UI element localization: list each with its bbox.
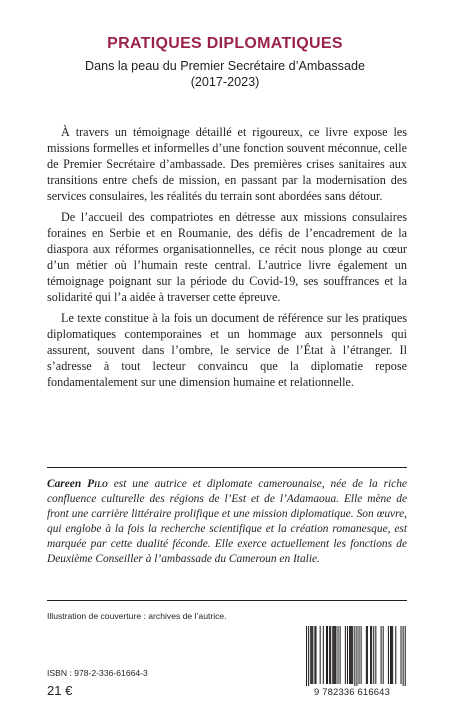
barcode-bar	[320, 626, 321, 684]
barcode-bar	[392, 626, 393, 684]
barcode-bar	[323, 626, 324, 684]
barcode-bar	[327, 626, 328, 684]
barcode-bar	[381, 626, 382, 684]
barcode-bar	[367, 626, 368, 684]
book-dates: (2017-2023)	[190, 75, 260, 89]
barcode-bar	[345, 626, 346, 684]
barcode-bar	[338, 626, 339, 684]
barcode-bar	[314, 626, 315, 684]
cover-credit: Illustration de couverture : archives de l’autrice.	[47, 611, 227, 621]
barcode-bar	[356, 626, 357, 686]
barcode-bar	[347, 626, 348, 684]
barcode-bar	[333, 626, 334, 684]
blurb-paragraph-2: De l’accueil des compatriotes en détresse aux missions consulaires foraines en Serbie et en Roumanie, des défis de l’encadrement de la diaspora aux réformes organisationnelles, ce récit nous plonge au cœur d’un métier où l’humain reste central. L’autrice livre également un témoignage poignant sur la période du Covid-19, ses souffrances et la solidarité qui l’a aidée à traverser cette épreuve.	[47, 210, 407, 304]
barcode-bar	[340, 626, 341, 684]
barcode-bar	[371, 626, 372, 684]
barcode-bar	[388, 626, 389, 684]
isbn: ISBN : 978-2-336-61664-3	[47, 668, 148, 678]
barcode-bar	[350, 626, 351, 684]
barcode-bar	[308, 626, 309, 686]
barcode-bar	[390, 626, 391, 684]
barcode-bar	[332, 626, 333, 684]
back-cover-header	[0, 34, 450, 90]
book-subtitle: Dans la peau du Premier Secrétaire d’Ambassade	[84, 59, 365, 73]
blurb	[47, 124, 407, 395]
barcode-bar	[330, 626, 331, 684]
bottom-divider	[47, 600, 407, 601]
barcode-bar	[383, 626, 384, 684]
barcode-bar	[405, 626, 406, 686]
barcode-bar	[401, 626, 402, 684]
barcode-bar	[361, 626, 362, 684]
book-title: PRATIQUES DIPLOMATIQUES	[107, 35, 343, 52]
barcode-bar	[391, 626, 392, 684]
author-bio	[47, 477, 407, 567]
blurb-paragraph-3: Le texte constitue à la fois un document de référence sur les pratiques diplomatiques contemporaines et un hommage aux personnels qui assurent, souvent dans l’ombre, le service de l’État à l’étranger. Il s’adresse à tout lecteur convaincu que la diplomatie repose fondamentalement sur une dimension humaine et relationnelle.	[47, 311, 407, 389]
barcode-bar	[335, 626, 336, 684]
barcode-bar	[366, 626, 367, 684]
barcode-bar	[315, 626, 316, 684]
barcode-bar	[403, 626, 404, 686]
barcode	[295, 626, 409, 698]
barcode-bar	[349, 626, 350, 684]
barcode-bar	[312, 626, 313, 684]
barcode-bar	[354, 626, 355, 686]
barcode-digits: 9 782336 616643	[314, 686, 390, 697]
barcode-bar	[370, 626, 371, 684]
author-last-name: Pilo	[87, 478, 108, 490]
barcode-bar	[306, 626, 307, 686]
barcode-bar	[375, 626, 376, 684]
author-bio-text: est une autrice et diplomate camerounaise, née de la riche confluence culturelle des régions de l’Est et de l’Adamaoua. Elle mène de front une carrière littéraire prolifique et une mission diplomatique. Son œuvre, qui englobe à la fois la recherche scientifique et la création romanesque, est marquée par cette dualité féconde. Elle exerce actuellement les fonctions de Deuxième Conseiller à l’ambassade du Cameroun en Italie.	[47, 478, 407, 565]
barcode-bar	[311, 626, 312, 684]
author-first-name: Careen	[47, 478, 82, 490]
barcode-bars	[295, 626, 409, 686]
barcode-bar	[395, 626, 396, 684]
barcode-bar	[326, 626, 327, 684]
price: 21 €	[47, 683, 73, 698]
barcode-bar	[310, 626, 311, 684]
top-divider	[47, 467, 407, 468]
author-name	[47, 478, 108, 490]
barcode-bar	[352, 626, 353, 684]
barcode-bar	[359, 626, 360, 684]
blurb-paragraph-1: À travers un témoignage détaillé et rigoureux, ce livre expose les missions formelles et informelles d’une fonction souvent méconnue, celle de Premier Secrétaire d’ambassade. Des premières crises sanitaires aux transitions entre chefs de mission, en passant par la modernisation des services consulaires, les réalités du terrain sont abordées sans détour.	[47, 125, 407, 203]
barcode-bar	[329, 626, 330, 684]
barcode-bar	[334, 626, 335, 684]
barcode-bar	[373, 626, 374, 684]
barcode-bar	[351, 626, 352, 684]
